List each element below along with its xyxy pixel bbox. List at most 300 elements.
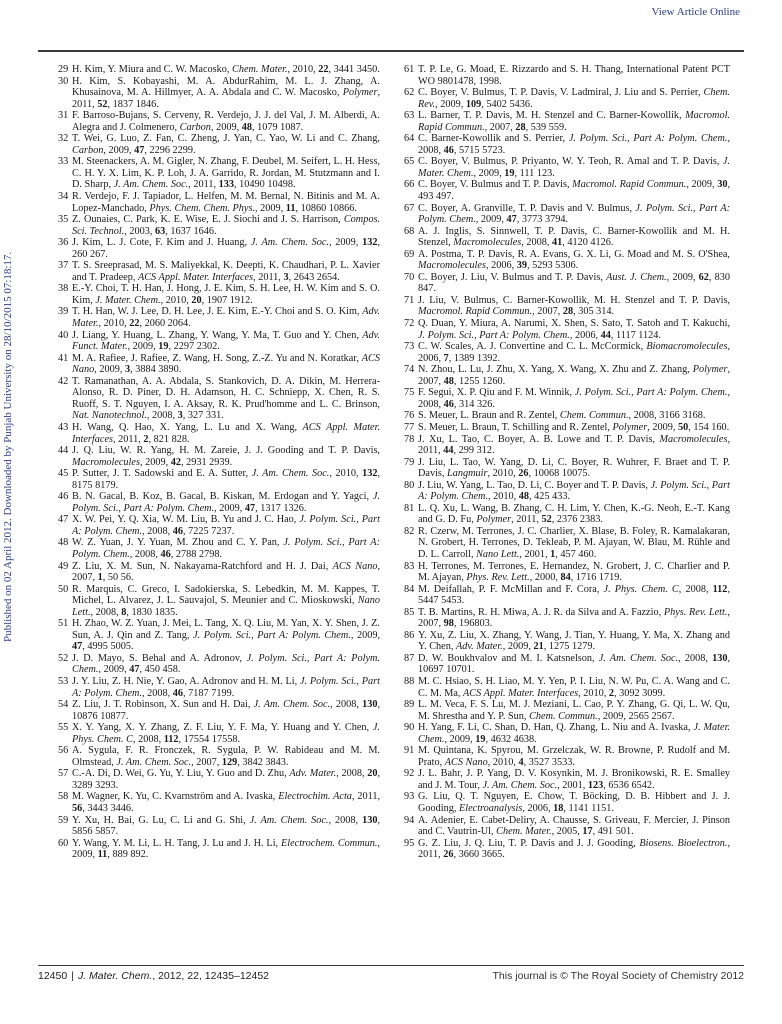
- reference-item: [404, 434, 730, 457]
- volume-number: 46: [443, 398, 454, 410]
- reference-text: , 1830 1835.: [126, 606, 178, 618]
- reference-text: P. Sutter, J. T. Sadowski and E. A. Sutter,: [72, 468, 252, 480]
- reference-text: , 2011,: [188, 179, 219, 191]
- reference-item: [404, 630, 730, 653]
- reference-text: , 2006,: [418, 341, 730, 364]
- reference-text: M. A. Rafiee, J. Rafiee, Z. Wang, H. Song, Z.-Z. Yu and N. Koratkar,: [72, 352, 362, 364]
- reference-item: [58, 445, 380, 468]
- volume-number: 50: [677, 421, 689, 433]
- view-article-online-link[interactable]: View Article Online: [651, 6, 740, 18]
- journal-title: ACS Nano: [444, 756, 488, 768]
- reference-text: , 2007,: [191, 756, 222, 768]
- volume-number: 132: [362, 237, 378, 249]
- reference-number: 29: [58, 64, 69, 75]
- reference-item: [58, 584, 380, 619]
- reference-text: M. C. Hsiao, S. H. Liao, M. Y. Yen, P. I. Liu, N. W. Pu, C. A. Wang and C. C. M. Ma,: [418, 675, 730, 699]
- reference-text: , 10490 10498.: [234, 179, 296, 191]
- reference-text: E.-Y. Choi, T. H. Han, J. Hong, J. E. Kim, S. H. Lee, H. W. Kim and S. O. Kim,: [72, 283, 380, 306]
- reference-text: , 2060 2064.: [139, 318, 191, 330]
- reference-item: [404, 110, 730, 133]
- reference-text: A. Postma, T. P. Davis, R. A. Evans, G. X. Li, G. Moad and M. S. O'Shea,: [418, 248, 730, 260]
- reference-text: , 1907 1912.: [201, 294, 253, 306]
- reference-text: G. Z. Liu, J. Q. Liu, T. P. Davis and J. J. Gooding,: [418, 837, 640, 849]
- reference-text: , 539 559.: [525, 121, 567, 133]
- reference-text: C. Barner-Kowollik and S. Perrier,: [418, 133, 569, 145]
- reference-text: L. M. Veca, F. S. Lu, M. J. Meziani, L. Cao, P. Y. Zhang, G. Qi, L. W. Qu, M. Shrestha and Y. P. Sun,: [418, 699, 730, 722]
- reference-text: , 2010,: [98, 318, 130, 330]
- volume-number: 46: [160, 548, 171, 560]
- reference-number: 46: [58, 491, 69, 503]
- reference-item: [404, 561, 730, 584]
- reference-item: [58, 745, 380, 768]
- reference-text: R. Verdejo, F. J. Tapiador, L. Helfen, M. M. Bernal, N. Bitinis and M. A. Lopez-Manchado,: [72, 191, 380, 214]
- reference-text: , 2007,: [72, 560, 381, 584]
- reference-text: R. Czerw, M. Terrones, J. C. Charlier, X. Blase, B. Foley, R. Kamalakaran, N. Grobert, H. Terrones, D. Tekleab, P. M. Ajayan, W. Blau, M. Rühle and D. L. Carroll,: [418, 525, 730, 560]
- journal-title: J. Polym. Sci., Part A: Polym. Chem.: [72, 537, 380, 560]
- reference-text: L. Barner, T. P. Davis, M. H. Stenzel and C. Barner-Kowollik,: [418, 110, 686, 122]
- reference-text: C.-A. Di, D. Wei, G. Yu, Y. Liu, Y. Guo and D. Zhu,: [72, 768, 290, 780]
- reference-item: [58, 618, 380, 653]
- reference-text: , 1079 1087.: [251, 121, 304, 133]
- reference-text: Q. Duan, Y. Miura, A. Narumi, X. Shen, S. Sato, T. Satoh and T. Kakuchi,: [418, 318, 730, 330]
- reference-number: 93: [404, 791, 415, 803]
- reference-item: [58, 283, 380, 306]
- reference-number: 95: [404, 837, 415, 849]
- reference-item: [404, 480, 730, 503]
- reference-number: 30: [58, 75, 69, 87]
- reference-text: J. L. Bahr, J. P. Yang, D. V. Kosynkin, M. J. Bronikowski, R. E. Smalley and J. M. Tour,: [418, 768, 730, 791]
- volume-number: 3: [283, 271, 289, 283]
- journal-title: Macromolecules: [72, 456, 140, 468]
- reference-text: , 2643 2654.: [288, 271, 340, 283]
- page-number: 12450: [38, 970, 68, 982]
- volume-number: 47: [72, 641, 83, 653]
- reference-text: , 2007,: [418, 606, 730, 630]
- reference-text: , 50 56.: [102, 572, 134, 584]
- reference-text: , 2008,: [418, 133, 730, 156]
- volume-number: 3: [124, 364, 131, 376]
- reference-number: 73: [404, 341, 415, 353]
- reference-number: 39: [58, 306, 69, 318]
- reference-item: [58, 156, 380, 191]
- journal-title: Nano Lett.: [72, 595, 380, 618]
- journal-title: Adv. Funct. Mater.: [72, 329, 380, 353]
- journal-title: Electroanalysis: [459, 803, 523, 814]
- reference-item: [58, 376, 380, 422]
- reference-text: , 2008, 3166 3168.: [628, 410, 706, 422]
- volume-number: 112: [163, 733, 179, 745]
- reference-text: , 196803.: [453, 618, 493, 630]
- volume-number: 21: [533, 641, 544, 653]
- reference-number: 36: [58, 237, 69, 249]
- reference-item: [404, 295, 730, 318]
- reference-item: [404, 815, 730, 838]
- reference-number: 41: [58, 352, 69, 364]
- reference-text: J. Xu, L. Tao, C. Boyer, A. B. Lowe and T. P. Davis,: [418, 433, 660, 445]
- reference-text: , 3884 3890.: [130, 364, 182, 376]
- reference-text: , 10860 10866.: [295, 202, 357, 214]
- reference-text: , 1141 1151.: [563, 803, 614, 814]
- journal-title: Nat. Nanotechnol.: [72, 410, 147, 422]
- reference-number: 48: [58, 537, 69, 549]
- reference-text: J. Q. Liu, W. R. Yang, H. M. Zareie, J. J. Gooding and T. P. Davis,: [72, 445, 380, 457]
- reference-text: H. Zhao, W. Z. Yuan, J. Mei, L. Tang, X. Q. Liu, M. Yan, X. Y. Shen, J. Z. Sun, A. J. Qin and Z. Tang,: [72, 618, 380, 641]
- volume-number: 112: [712, 583, 728, 595]
- reference-text: , 2009,: [94, 364, 125, 376]
- reference-text: , 2009,: [502, 641, 534, 653]
- reference-text: , 2009,: [127, 341, 159, 353]
- reference-item: [404, 722, 730, 745]
- reference-text: , 2009,: [647, 421, 678, 433]
- reference-text: , 2010,: [487, 468, 519, 480]
- journal-title: Langmuir: [447, 468, 488, 480]
- reference-text: C. Boyer, A. Granville, T. P. Davis and V. Bulmus,: [418, 202, 636, 214]
- reference-text: Z. Liu, J. T. Robinson, X. Sun and H. Dai,: [72, 699, 254, 711]
- reference-text: , 17554 17558.: [178, 733, 240, 745]
- reference-item: [58, 815, 380, 838]
- journal-title: Chem. Mater.: [496, 826, 552, 838]
- volume-number: 19: [158, 341, 169, 353]
- reference-text: C. Boyer, V. Bulmus and T. P. Davis,: [418, 179, 573, 191]
- reference-text: , 2009,: [103, 144, 135, 156]
- reference-text: , 2297 2302.: [168, 341, 220, 353]
- reference-item: [404, 768, 730, 791]
- reference-text: , 2009,: [686, 179, 718, 191]
- reference-item: [404, 584, 730, 607]
- reference-number: 65: [404, 156, 415, 168]
- reference-number: 64: [404, 133, 415, 145]
- reference-text: J. Liang, Y. Huang, L. Zhang, Y. Wang, Y. Ma, T. Guo and Y. Chen,: [72, 329, 363, 341]
- reference-text: , 2007,: [418, 364, 730, 387]
- reference-text: B. N. Gacal, B. Koz, B. Gacal, B. Kiskan, M. Erdogan and Y. Yagci,: [72, 491, 373, 503]
- journal-title: ACS Appl. Mater. Interfaces: [72, 421, 381, 445]
- reference-text: , 3443 3446.: [82, 803, 134, 814]
- reference-number: 47: [58, 514, 69, 526]
- reference-text: , 3842 3843.: [237, 756, 289, 768]
- reference-number: 42: [58, 375, 69, 387]
- reference-text: , 2003,: [124, 225, 156, 237]
- reference-item: [58, 306, 380, 329]
- reference-text: , 10697 10701.: [418, 652, 730, 676]
- reference-item: [404, 203, 730, 226]
- journal-title: J. Am. Chem. Soc.: [116, 756, 192, 768]
- reference-text: J. D. Mayo, S. Behal and A. Adronov,: [72, 652, 247, 664]
- volume-number: 4: [518, 756, 524, 768]
- reference-text: H. Kim, S. Kobayashi, M. A. AbdurRahim, M. L. J. Zhang, A. Khusainova, M. A. Hillmyer, A. A. Abdala and C. W. Macosko,: [72, 75, 380, 99]
- journal-title: J. Am. Chem. Soc.: [250, 237, 329, 249]
- reference-text: , 2008,: [418, 387, 730, 410]
- reference-text: , 2009,: [328, 237, 363, 249]
- reference-item: [404, 156, 730, 179]
- reference-text: , 2010,: [287, 64, 319, 75]
- footer-copyright: This journal is © The Royal Society of Chemistry 2012: [492, 970, 744, 982]
- reference-text: , 5447 5453.: [418, 583, 730, 607]
- reference-text: , 2010,: [488, 491, 519, 503]
- journal-citation: , 2012, 22, 12435–12452: [152, 970, 270, 982]
- reference-item: [404, 526, 730, 561]
- volume-number: 22: [129, 318, 140, 330]
- reference-text: , 2005,: [551, 826, 583, 838]
- volume-number: 19: [504, 167, 515, 179]
- reference-number: 33: [58, 156, 69, 168]
- reference-text: A. Adenier, E. Cabet-Deliry, A. Chausse, S. Griveau, F. Mercier, J. Pinson and C. Vautrin-Ul,: [418, 814, 730, 838]
- reference-number: 61: [404, 64, 415, 75]
- volume-number: 1: [550, 548, 556, 560]
- volume-number: 63: [155, 225, 166, 237]
- reference-text: F. Segui, X. P. Qiu and F. M. Winnik,: [418, 387, 575, 399]
- reference-text: , 457 460.: [555, 548, 597, 560]
- reference-number: 91: [404, 745, 415, 757]
- reference-number: 69: [404, 248, 415, 260]
- reference-text: , 1275 1279.: [543, 641, 595, 653]
- bottom-rule: [38, 965, 744, 966]
- reference-number: 94: [404, 814, 415, 826]
- reference-item: [404, 607, 730, 630]
- journal-title: Chem. Mater.: [232, 64, 288, 75]
- journal-title: J. Polym. Sci., Part A: Polym. Chem.: [418, 329, 570, 341]
- reference-text: , 3092 3099.: [613, 687, 666, 699]
- reference-text: , 2376 2383.: [551, 514, 603, 526]
- reference-text: , 2008,: [142, 687, 173, 699]
- reference-number: 88: [404, 675, 415, 687]
- volume-number: 46: [172, 525, 184, 537]
- journal-title: Biosens. Bioelectron.: [639, 837, 728, 849]
- reference-text: F. Barroso-Bujans, S. Cerveny, R. Verdejo, J. J. del Val, J. M. Alberdi, A. Alegra and J. Colmenero,: [72, 110, 380, 133]
- reference-text: A. J. Inglis, S. Sinnwell, T. P. Davis, C. Barner-Kowollik and M. H. Stenzel,: [418, 225, 730, 249]
- volume-number: 11: [285, 202, 296, 214]
- reference-text: H. Yang, F. Li, C. Shan, D. Han, Q. Zhang, L. Niu and A. Ivaska,: [418, 722, 694, 734]
- volume-number: 130: [362, 814, 378, 826]
- journal-title: ACS Nano: [72, 352, 380, 376]
- reference-number: 32: [58, 133, 69, 145]
- reference-item: [404, 676, 730, 699]
- reference-text: , 2008,: [521, 237, 552, 249]
- volume-number: 19: [475, 733, 486, 745]
- reference-item: [58, 768, 380, 791]
- reference-number: 60: [58, 837, 69, 849]
- journal-title: Macromolecules: [418, 260, 486, 272]
- volume-number: 7: [443, 352, 449, 364]
- reference-number: 70: [404, 271, 415, 283]
- reference-text: , 2009,: [255, 202, 286, 214]
- reference-text: , 2001,: [519, 548, 551, 560]
- reference-text: , 305 314.: [573, 306, 615, 318]
- journal-title: J. Polym. Sci., Part A: Polym. Chem.: [72, 652, 380, 676]
- reference-text: , 2006,: [569, 329, 601, 341]
- reference-text: , 2010,: [578, 687, 609, 699]
- reference-text: , 2009,: [214, 502, 245, 514]
- journal-title: Carbon: [179, 121, 211, 133]
- reference-item: [404, 226, 730, 249]
- reference-text: , 1317 1326.: [255, 502, 307, 514]
- journal-title: Electrochim. Acta: [278, 791, 352, 803]
- reference-text: , 4995 5005.: [82, 641, 134, 653]
- reference-text: S. Meuer, L. Braun and R. Zentel,: [418, 410, 560, 422]
- reference-item: [404, 838, 730, 861]
- reference-text: , 2009,: [473, 167, 505, 179]
- reference-text: D. W. Boukhvalov and M. I. Katsnelson,: [418, 652, 599, 664]
- reference-text: M. Wagner, K. Yu, C. Kvarnström and A. Ivaska,: [72, 791, 279, 803]
- reference-item: [58, 561, 380, 584]
- journal-title: J. Phys. Chem. C: [72, 722, 380, 745]
- reference-item: [58, 653, 380, 676]
- volume-number: 48: [241, 121, 252, 133]
- reference-item: [58, 214, 380, 237]
- reference-number: 83: [404, 560, 415, 572]
- reference-number: 38: [58, 283, 69, 295]
- journal-title: J. Polym. Sci., Part A: Polym. Chem.: [574, 387, 728, 399]
- reference-item: [404, 745, 730, 768]
- reference-text: T. S. Sreeprasad, M. S. Maliyekkal, K. Deepti, K. Chaudhari, P. L. Xavier and T. Pradeep,: [72, 260, 380, 283]
- volume-number: 28: [515, 121, 526, 133]
- reference-text: M. Deifallah, P. F. McMillan and F. Cora,: [418, 583, 604, 595]
- reference-number: 90: [404, 722, 415, 734]
- reference-number: 85: [404, 606, 415, 618]
- reference-text: L. Q. Xu, L. Wang, B. Zhang, C. H. Lim, Y. Chen, K.-G. Neoh, E.-T. Kang and G. D. Fu,: [418, 502, 730, 526]
- volume-number: 17: [582, 826, 593, 838]
- volume-number: 46: [172, 687, 184, 699]
- volume-number: 44: [600, 329, 611, 341]
- reference-item: [404, 364, 730, 387]
- journal-title: Phys. Rev. Lett.: [466, 572, 530, 584]
- volume-number: 132: [362, 468, 378, 480]
- journal-title: J. Am. Chem. Soc.: [482, 779, 558, 791]
- volume-number: 84: [560, 572, 571, 584]
- reference-text: , 5293 5306.: [526, 260, 579, 272]
- journal-title: J. Mater. Chem.: [95, 294, 161, 306]
- reference-text: , 2011,: [72, 87, 380, 110]
- reference-number: 82: [404, 525, 415, 537]
- reference-text: , 2010,: [487, 756, 519, 768]
- reference-text: , 2009,: [139, 456, 171, 468]
- journal-title: ACS Nano: [332, 560, 378, 572]
- journal-title: Compos. Sci. Technol.: [72, 214, 380, 237]
- reference-number: 34: [58, 191, 69, 203]
- reference-text: , 2009,: [350, 629, 381, 641]
- journal-title: J. Phys. Chem. C: [603, 583, 679, 595]
- reference-text: , 314 326.: [453, 398, 495, 410]
- journal-title: J. Mater. Chem.: [418, 722, 730, 745]
- reference-text: J. Y. Liu, Z. H. Nie, Y. Gao, A. Adronov and H. M. Li,: [72, 675, 300, 687]
- reference-text: , 299 312.: [453, 445, 495, 457]
- reference-text: , 4632 4638.: [485, 733, 537, 745]
- footer-separator: |: [71, 970, 74, 982]
- reference-item: [404, 249, 730, 272]
- reference-text: , 2009,: [475, 214, 507, 226]
- reference-text: , 491 501.: [592, 826, 634, 838]
- journal-title: Biomacromolecules: [646, 341, 728, 353]
- reference-number: 40: [58, 329, 69, 341]
- reference-text: , 2008,: [678, 652, 713, 664]
- reference-number: 55: [58, 722, 69, 734]
- reference-text: , 2011,: [253, 271, 284, 283]
- reference-text: , 327 331.: [182, 410, 224, 422]
- volume-number: 47: [244, 502, 256, 514]
- journal-title: J. Polym. Sci., Part A: Polym. Chem.: [568, 133, 728, 145]
- reference-text: T. B. Martins, R. H. Miwa, A. J. R. da Silva and A. Fazzio,: [418, 606, 664, 618]
- journal-title: J. Am. Chem. Soc.: [113, 179, 189, 191]
- reference-number: 79: [404, 456, 415, 468]
- reference-text: , 154 160.: [688, 421, 730, 433]
- reference-number: 62: [404, 87, 415, 99]
- volume-number: 129: [221, 756, 238, 768]
- reference-number: 51: [58, 618, 69, 630]
- journal-title: J. Am. Chem. Soc.: [598, 652, 679, 664]
- reference-item: [404, 133, 730, 156]
- reference-text: , 2008,: [678, 583, 713, 595]
- reference-text: , 450 458.: [139, 664, 181, 676]
- reference-text: , 7187 7199.: [183, 687, 235, 699]
- reference-text: C. W. Scales, A. J. Convertine and C. L. McCormick,: [418, 341, 647, 353]
- volume-number: 56: [72, 803, 83, 814]
- reference-number: 54: [58, 699, 69, 711]
- volume-number: 48: [443, 375, 454, 387]
- reference-text: , 2007,: [484, 121, 516, 133]
- reference-text: , 2788 2798.: [170, 548, 223, 560]
- journal-title: Carbon: [72, 144, 104, 156]
- reference-text: M. Quintana, K. Spyrou, M. Grzelczak, W. R. Browne, P. Rudolf and M. Prato,: [418, 745, 730, 768]
- reference-text: , 2009,: [666, 271, 699, 283]
- volume-number: 41: [551, 237, 563, 249]
- journal-title: J. Mater. Chem.: [418, 156, 730, 179]
- volume-number: 47: [134, 144, 145, 156]
- reference-text: A. Sygula, F. R. Fronczek, R. Sygula, P. W. Rabideau and M. M. Olmstead,: [72, 745, 380, 768]
- journal-title: Polymer: [692, 364, 728, 376]
- reference-number: 57: [58, 768, 69, 780]
- reference-text: , 2000,: [529, 572, 561, 584]
- reference-text: , 2008,: [132, 733, 164, 745]
- reference-number: 44: [58, 445, 69, 457]
- reference-text: , 8175 8179.: [72, 468, 381, 491]
- reference-text: , 2010,: [160, 294, 192, 306]
- reference-text: T. P. Le, G. Moad, E. Rizzardo and S. H. Thang, International Patent PCT WO 9801478, 1998.: [418, 64, 730, 87]
- reference-number: 63: [404, 110, 415, 122]
- reference-number: 43: [58, 421, 69, 433]
- reference-text: X. W. Pei, Y. Q. Xia, W. M. Liu, B. Yu and J. C. Hao,: [72, 514, 300, 526]
- reference-text: M. Steenackers, A. M. Gigler, N. Zhang, F. Deubel, M. Seifert, L. H. Hess, C. H. Y. X. Lim, K. P. Loh, J. A. Garrido, R. Jordan, M. Stutzmann and I. D. Sharp,: [72, 156, 380, 191]
- volume-number: 98: [443, 618, 454, 630]
- reference-text: , 2011,: [418, 837, 730, 861]
- reference-text: , 111 123.: [514, 167, 555, 179]
- reference-text: , 2001,: [557, 779, 588, 791]
- reference-text: , 1837 1846.: [107, 98, 159, 110]
- reference-number: 68: [404, 225, 415, 237]
- reference-number: 89: [404, 699, 415, 711]
- reference-item: [58, 676, 380, 699]
- reference-text: H. Kim, Y. Miura and C. W. Macosko,: [72, 64, 233, 75]
- journal-title: ACS Appl. Mater. Interfaces: [137, 271, 254, 283]
- journal-title: J. Polym. Sci., Part A: Polym. Chem.: [193, 629, 351, 641]
- reference-item: [58, 191, 380, 214]
- journal-title: Chem. Rev.: [418, 87, 730, 110]
- reference-text: , 260 267.: [72, 237, 380, 260]
- reference-number: 71: [404, 294, 415, 306]
- volume-number: 133: [218, 179, 235, 191]
- reference-text: , 3441 3450.: [328, 64, 380, 75]
- reference-item: [58, 699, 380, 722]
- journal-title: Polymer: [476, 514, 512, 526]
- journal-title: Macromolecules: [453, 237, 522, 249]
- reference-text: , 2011,: [113, 433, 144, 445]
- journal-title: Macromolecules: [659, 433, 728, 445]
- reference-text: , 2008,: [146, 410, 178, 422]
- reference-text: , 2009,: [210, 121, 242, 133]
- reference-text: , 1637 1646.: [165, 225, 217, 237]
- reference-text: , 889 892.: [107, 849, 149, 861]
- reference-number: 75: [404, 387, 415, 399]
- volume-number: 62: [698, 271, 709, 283]
- reference-text: H. Wang, Q. Hao, X. Yang, L. Lu and X. Wang,: [72, 421, 303, 433]
